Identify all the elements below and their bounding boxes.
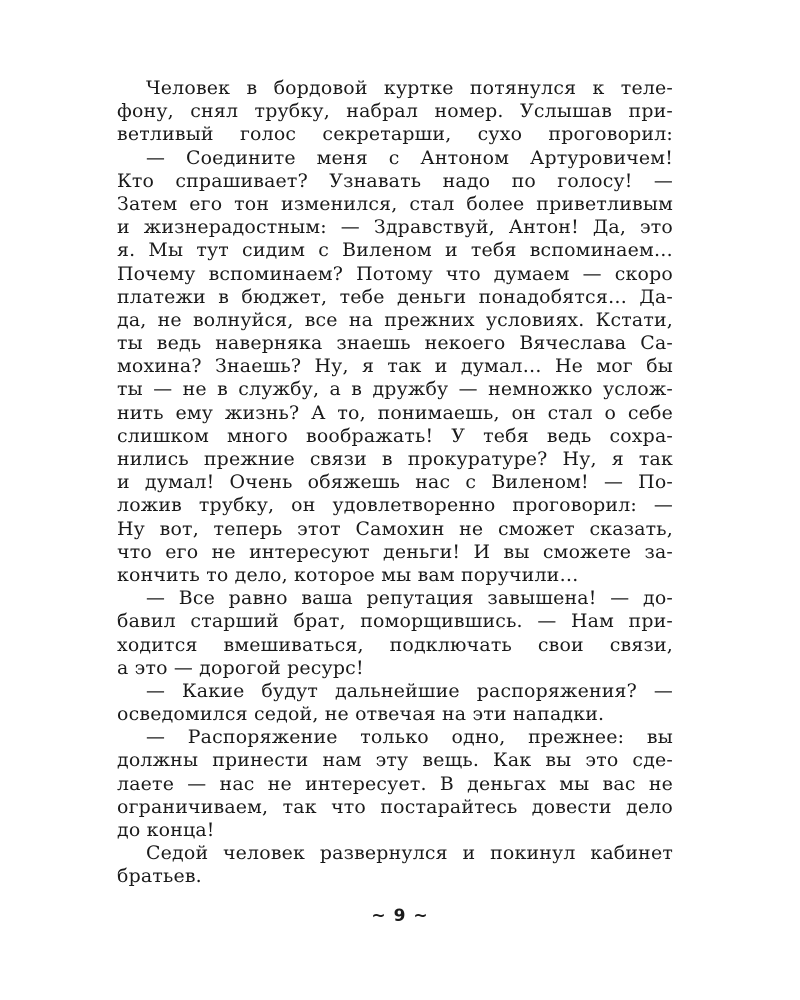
text-line: — Соедините меня с Антоном Артуровичем! [146,146,673,169]
text-line: братьев. [117,865,202,888]
page-number: ~ 9 ~ [371,906,429,926]
text-line: до конца! [117,819,215,841]
text-line: мохина? Знаешь? Ну, я так и думал… Не мог бы [117,355,673,378]
text-line: платежи в бюджет, тебе деньги понадобятся… Да- [117,285,673,308]
text-line: лаете — нас не интересует. В деньгах мы вас не [117,772,673,795]
text-line: и жизнерадостным: — Здравствуй, Антон! Да, это [117,216,673,239]
text-line: ложив трубку, он удовлетворенно проговорил: — [117,494,673,517]
text-line: бавил старший брат, поморщившись. — Нам при- [117,610,673,633]
text-line: ты ведь наверняка знаешь некоего Вячеслава Са- [117,332,673,355]
text-line: кончить то дело, которое мы вам поручили… [117,563,579,586]
text-line: слишком много воображать! У тебя ведь сохра- [117,424,673,447]
text-line: ты — не в службу, а в дружбу — немножко услож- [117,378,673,401]
text-line: нились прежние связи в прокуратуре? Ну, я так [117,448,673,470]
text-line: я. Мы тут сидим с Виленом и тебя вспоминаем… [117,239,673,262]
text-line: осведомился седой, не отвечая на эти нападки. [117,703,605,726]
text-line: ходится вмешиваться, подключать свои связи, [117,633,673,656]
text-line: ветливый голос секретарши, сухо проговорил: [117,123,673,146]
text-line: нить ему жизнь? А то, понимаешь, он стал о себе [117,401,673,424]
text-line: должны принести нам эту вещь. Как вы это сде- [117,749,673,772]
text-line: Ну вот, теперь этот Самохин не сможет сказать, [117,517,673,540]
text-line: ограничиваем, так что постарайтесь довести дело [117,795,673,818]
text-line: а это — дорогой ресурс! [117,656,364,679]
text-line: — Все равно ваша репутация завышена! — до- [146,587,673,610]
text-line: Кто спрашивает? Узнавать надо по голосу! — [117,169,673,192]
text-line: Почему вспоминаем? Потому что думаем — скоро [117,262,673,285]
text-line: — Распоряжение только одно, прежнее: вы [146,726,673,749]
body-text [117,77,673,889]
text-line: что его не интересуют деньги! И вы сможете за- [117,540,673,563]
text-line: Человек в бордовой куртке потянулся к теле- [146,77,673,99]
text-line: фону, снял трубку, набрал номер. Услышав при- [117,100,673,123]
text-line: да, не волнуйся, все на прежних условиях. Кстати, [117,308,673,331]
text-line: и думал! Очень обяжешь нас с Виленом! — По- [117,471,673,494]
text-line: Седой человек развернулся и покинул кабинет [146,842,673,865]
text-line: — Какие будут дальнейшие распоряжения? — [146,679,673,702]
text-line: Затем его тон изменился, стал более приветливым [117,192,673,215]
